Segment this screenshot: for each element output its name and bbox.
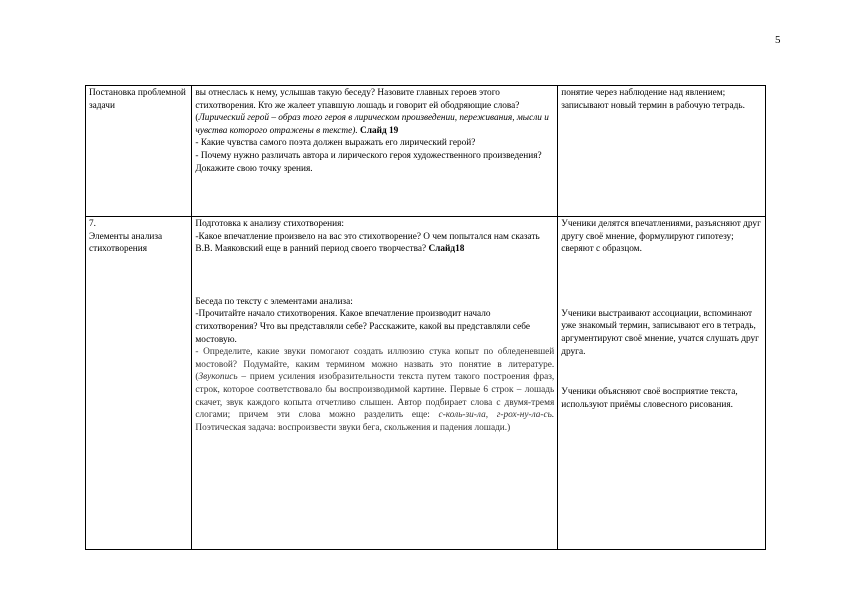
- student-paragraph: Ученики делятся впечатлениями, разъясняют друг другу своё мнение, формулируют гипотезу; сверяют с образцом.: [561, 219, 761, 255]
- teacher-paragraph: Беседа по тексту с элементами анализа:: [195, 296, 353, 307]
- stage-cell: [86, 217, 192, 550]
- student-paragraph: понятие через наблюдение над явлением; записывают новый термин в рабочую тетрадь.: [561, 88, 745, 111]
- table-row: [86, 217, 766, 550]
- stage-title: Постановка проблемной задачи: [89, 88, 186, 111]
- student-paragraph: Ученики объясняют своё восприятие текста, используют приёмы словесного рисования.: [561, 387, 738, 410]
- page-number: 5: [775, 34, 781, 46]
- teacher-activity-cell: [192, 217, 558, 550]
- stage-number: 7.: [89, 219, 96, 229]
- teacher-paragraph: - Почему нужно различать автора и лирического героя художественного произведения? Докажите свою точку зрения.: [195, 150, 542, 174]
- stage-title: Элементы анализа стихотворения: [89, 231, 163, 255]
- student-paragraph: Ученики выстраивают ассоциации, вспоминают уже знакомый термин, записывают его в тетрадь, аргументируют своё мнение, учатся слушать друг друга.: [561, 308, 759, 357]
- spacer: [561, 358, 762, 386]
- student-activity-cell: [558, 86, 766, 217]
- teacher-paragraph: -Какое впечатление произвело на вас это стихотворение? О чем попытался нам сказать В.В. Маяковский еще в ранний период своего творчества? Слайд18: [195, 231, 540, 255]
- teacher-activity-cell: [192, 86, 558, 217]
- teacher-paragraph: - Какие чувства самого поэта должен выражать его лирический герой?: [195, 138, 476, 149]
- slide-reference: Слайд 19: [357, 125, 399, 136]
- slide-reference: Слайд18: [428, 244, 465, 255]
- example-text: с-коль-зи-ла, г-рох-ну-ла-сь.: [438, 410, 555, 421]
- teacher-paragraph: - Определите, какие звуки помогают создать иллюзию стука копыт по обледеневшей мостовой? Подумайте, каким термином можно назвать это понятие в литературе. (Звукопись – прием усиления изобразительности текста путем такого построения фраз, строк, которое соответствовало бы воспроизводимой картине. Первые 6 строк – лошадь скачет, звук каждого копыта отчетливо слышен. Автор подбирает слова с двумя-тремя слогами; причем эти слова можно разделить еще: с-коль-зи-ла, г-рох-ну-ла-сь. Поэтическая задача: воспроизвести звуки бега, скольжения и падения лошади.): [195, 347, 555, 433]
- teacher-paragraph: -Прочитайте начало стихотворения. Какое впечатление производит начало стихотворения? Что вы представляли себе? Расскажите, какой вы представляли себе мостовую.: [195, 309, 531, 345]
- spacer: [195, 256, 554, 296]
- lesson-plan-table: [85, 85, 766, 550]
- teacher-paragraph: вы отнеслась к нему, услышав такую беседу? Назовите главных героев этого стихотворения. Кто же жалеет упавшую лошадь и говорит ей ободряющие слова? (Лирический герой – образ того героя в лирическом произведении, переживания, мысли и чувства которого отражены в тексте). Слайд 19: [195, 88, 549, 136]
- table-row: [86, 86, 766, 217]
- definition-text: Лирический герой – образ того героя в лирическом произведении, переживания, мысли и чувства которого отражены в тексте).: [195, 113, 549, 136]
- stage-cell: [86, 86, 192, 217]
- spacer: [561, 256, 762, 308]
- teacher-paragraph: Подготовка к анализу стихотворения:: [195, 219, 344, 229]
- term-text: Звукопись: [198, 372, 238, 383]
- student-activity-cell: [558, 217, 766, 550]
